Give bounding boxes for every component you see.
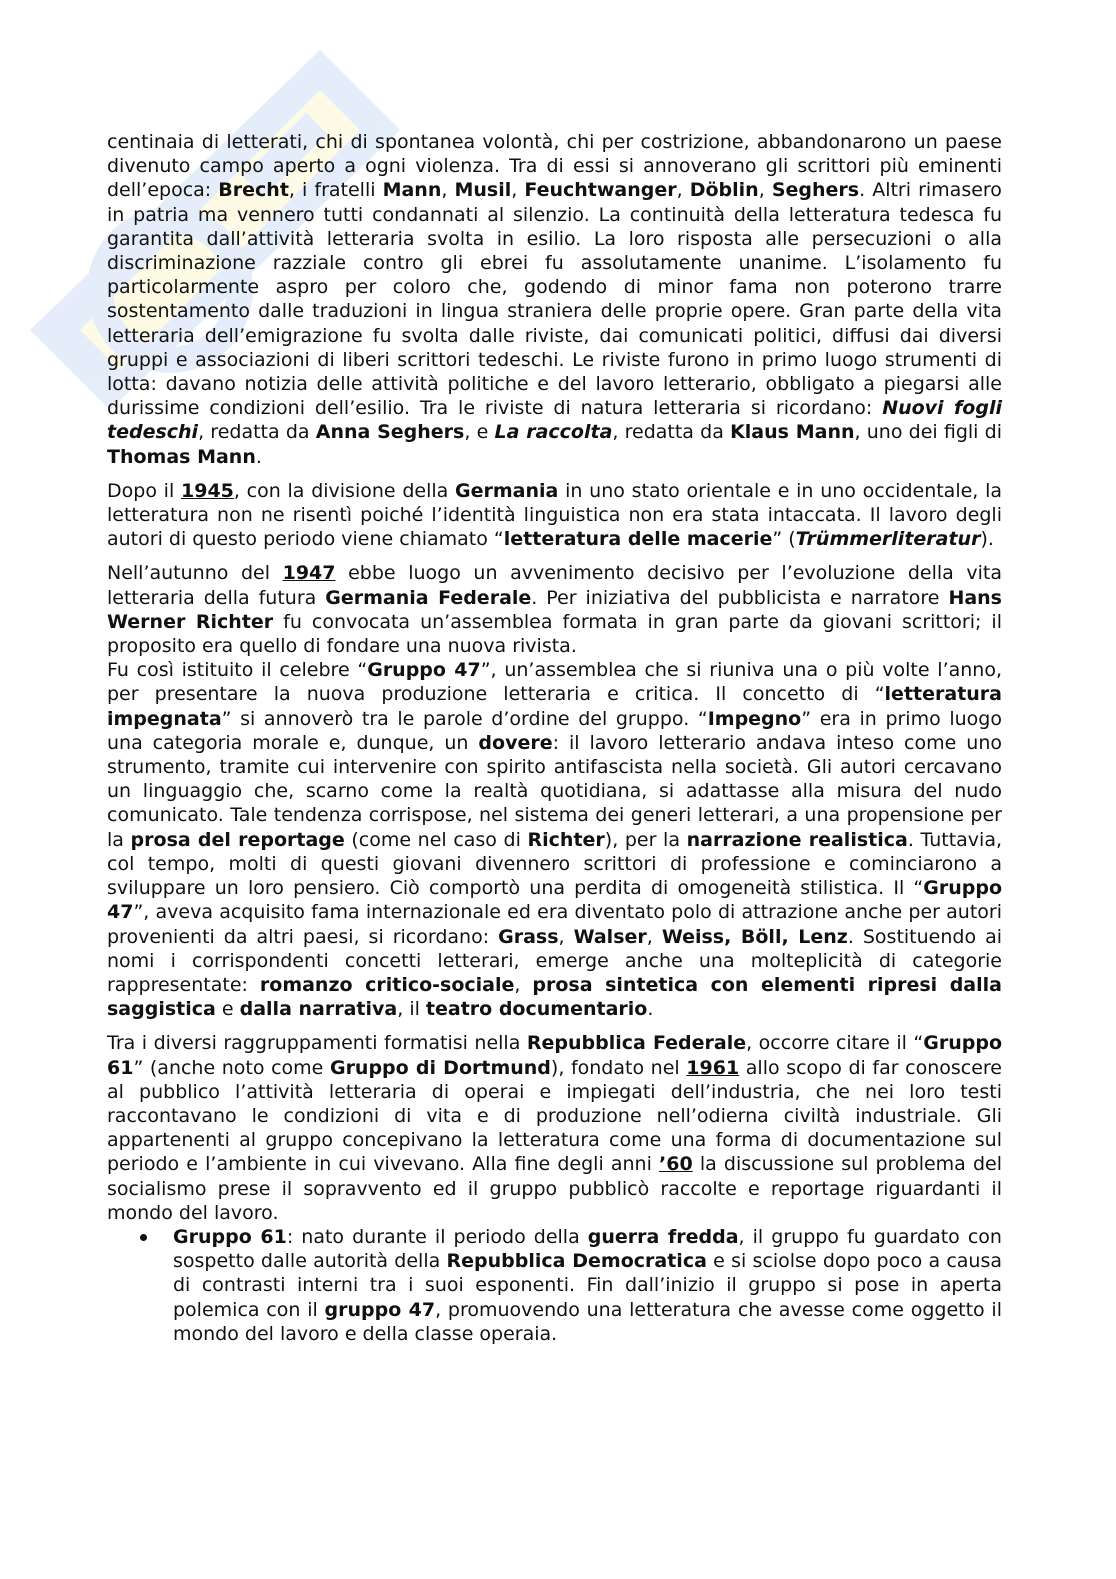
year-1945: 1945 [181, 479, 234, 502]
paragraph-1945: Dopo il 1945, con la divisione della Germania in uno stato orientale e in uno occidentale, la letteratura non ne risentì poiché l’identità linguistica non era stata intaccata. Il lavoro degli autori di questo periodo viene chiamato “letteratura delle macerie” (Trümmerliteratur). [107, 479, 1002, 551]
term-gruppo-61: Gruppo 61 [107, 1032, 1003, 1079]
paragraph-gruppo-61: Tra i diversi raggruppamenti formatisi nella Repubblica Federale, occorre citare il “Gruppo 61” (anche noto come Gruppo di Dortmund), fondato nel 1961 allo scopo di far conoscere al pubblico l’attività letteraria di operai e impiegati dell’industria, che nei loro testi raccontavano le condizioni di vita e di produzione nell’odierna civiltà industriale. Gli appartenenti al gruppo concepivano la letteratura come una forma di documentazione sul periodo e l’ambiente in cui vivevano. Alla fine degli anni ’60 la discussione sul problema del socialismo prese il sopravvento ed il gruppo pubblicò raccolte e reportage riguardanti il mondo del lavoro. [107, 1032, 1003, 1224]
name-brecht: Brecht [218, 179, 289, 202]
term-letteratura-impegnata: letteratura impegnata [107, 683, 1002, 730]
name-anna-seghers: Anna Seghers [315, 421, 465, 444]
year-1947: 1947 [282, 562, 336, 585]
term-prosa-sintetica: prosa sintetica con elementi ripresi dalla saggistica [107, 973, 1002, 1021]
term-gruppo-47-bullet: gruppo 47 [324, 1298, 436, 1321]
term-dalla-narrativa: dalla narrativa [239, 998, 398, 1021]
year-1961: 1961 [686, 1056, 740, 1079]
name-doblin: Döblin [689, 179, 759, 202]
name-musil: Musil [454, 179, 512, 202]
term-germania-federale: Germania Federale [325, 586, 532, 609]
paragraph-exile: centinaia di letterati, chi di spontanea volontà, chi per costrizione, abbandonarono un paese divenuto campo aperto a ogni violenza. Tra di essi si annoverano gli scrittori più eminenti dell’epoca: Brecht, i fratelli Mann, Musil, Feuchtwanger, Döblin, Seghers. Altri rimasero in patria ma vennero tutti condannati al silenzio. La continuità della letteratura tedesca fu garantita dall’attività letteraria svolta in esilio. La loro risposta alle persecuzioni o alla discriminazione razziale contro gli ebrei fu assolutamente unanime. L’isolamento fu particolarmente aspro per coloro che, godendo di minor fama non poterono trarre sostentamento dalle traduzioni in lingua straniera delle proprie opere. Gran parte della vita letteraria dell’emigrazione fu svolta dalle riviste, dai comunicati politici, diffusi dai diversi gruppi e associazioni di liberi scrittori tedeschi. Le riviste furono in primo luogo strumenti di lotta: davano notizia delle attività politiche e del lavoro letterario, obbligato a piegarsi alle durissime condizioni dell’esilio. Tra le riviste di natura letteraria si ricordano: Nuovi fogli tedeschi, redatta da Anna Seghers, e La raccolta, redatta da Klaus Mann, uno dei figli di Thomas Mann. [107, 131, 1002, 468]
document-body [107, 130, 1002, 1346]
term-repubblica-federale: Repubblica Federale [526, 1032, 747, 1055]
name-seghers: Seghers [771, 179, 860, 202]
name-klaus-mann: Klaus Mann [730, 421, 855, 444]
term-impegno: Impegno [707, 707, 802, 730]
term-gruppo-61-bullet: Gruppo 61 [173, 1225, 287, 1248]
term-teatro-documentario: teatro documentario [425, 998, 648, 1021]
term-dovere: dovere [478, 731, 553, 754]
bullet-icon [140, 1234, 147, 1241]
paragraph-1947: Nell’autunno del 1947 ebbe luogo un avvenimento decisivo per l’evoluzione della vita letteraria della futura Germania Federale. Per iniziativa del pubblicista e narratore Hans Werner Richter fu convocata un’assemblea formata in gran parte da giovani scrittori; il proposito era quello di fondare una nuova rivista. [107, 562, 1002, 658]
term-guerra-fredda: guerra fredda [587, 1225, 739, 1248]
term-repubblica-democratica: Repubblica Democratica [446, 1250, 707, 1273]
term-prosa-del-reportage: prosa del reportage [130, 828, 345, 851]
year-60: ’60 [659, 1153, 693, 1176]
term-gruppo-47: Gruppo 47 [367, 659, 481, 682]
term-gruppo-47-b: Gruppo 47 [107, 877, 1002, 924]
name-thomas-mann: Thomas Mann [107, 445, 256, 468]
term-letteratura-delle-macerie: letteratura delle macerie [503, 528, 773, 551]
list-item: Gruppo 61: nato durante il periodo della guerra fredda, il gruppo fu guardato con sospetto dalle autorità della Repubblica Democratica e si sciolse dopo poco a causa di contrasti interni tra i suoi esponenti. Fin dall’inizio il gruppo si pose in aperta polemica con il gruppo 47, promuovendo una letteratura che avesse come oggetto il mondo del lavoro e della classe operaia. [107, 1225, 1002, 1346]
name-walser: Walser [573, 925, 647, 948]
name-feuchtwanger: Feuchtwanger [524, 179, 677, 202]
term-narrazione-realistica: narrazione realistica [686, 828, 908, 851]
term-germania: Germania [455, 479, 559, 502]
term-romanzo-critico-sociale: romanzo critico-sociale [259, 973, 515, 996]
paragraph-gruppo-47: Fu così istituito il celebre “Gruppo 47”, un’assemblea che si riuniva una o più volte l’anno, per presentare la nuova produzione letteraria e critica. Il concetto di “letteratura impegnata” si annoverò tra le parole d’ordine del gruppo. “Impegno” era in primo luogo una categoria morale e, dunque, un dovere: il lavoro letterario andava inteso come uno strumento, tramite cui intervenire con spirito antifascista nella società. Gli autori cercavano un linguaggio che, scarno come la realtà quotidiana, si adattasse alla misura del nudo comunicato. Tale tendenza corrispose, nel sistema dei generi letterari, a una propensione per la prosa del reportage (come nel caso di Richter), per la narrazione realistica. Tuttavia, col tempo, molti di questi giovani divennero scrittori di professione e cominciarono a sviluppare un loro pensiero. Ciò comportò una perdita di omogeneità stilistica. Il “Gruppo 47”, aveva acquisito fama internazionale ed era diventato polo di attrazione anche per autori provenienti da altri paesi, si ricordano: Grass, Walser, Weiss, Böll, Lenz. Sostituendo ai nomi i corrispondenti concetti letterari, emerge anche una molteplicità di categorie rappresentate: romanzo critico-sociale, prosa sintetica con elementi ripresi dalla saggistica e dalla narrativa, il teatro documentario. [107, 659, 1002, 1021]
name-mann: Mann [382, 179, 442, 202]
title-la-raccolta: La raccolta [494, 421, 613, 444]
title-nuovi-fogli-tedeschi: Nuovi fogli tedeschi [107, 397, 1002, 444]
bullet-list [107, 1225, 1002, 1346]
name-hans-werner-richter: Hans Werner Richter [107, 586, 1002, 633]
name-weiss-boll-lenz: Weiss, Böll, Lenz [661, 925, 848, 948]
name-grass: Grass [498, 925, 559, 948]
name-richter: Richter [527, 828, 605, 851]
term-gruppo-di-dortmund: Gruppo di Dortmund [329, 1056, 551, 1079]
term-trummerliteratur: Trümmerliteratur [795, 528, 981, 551]
